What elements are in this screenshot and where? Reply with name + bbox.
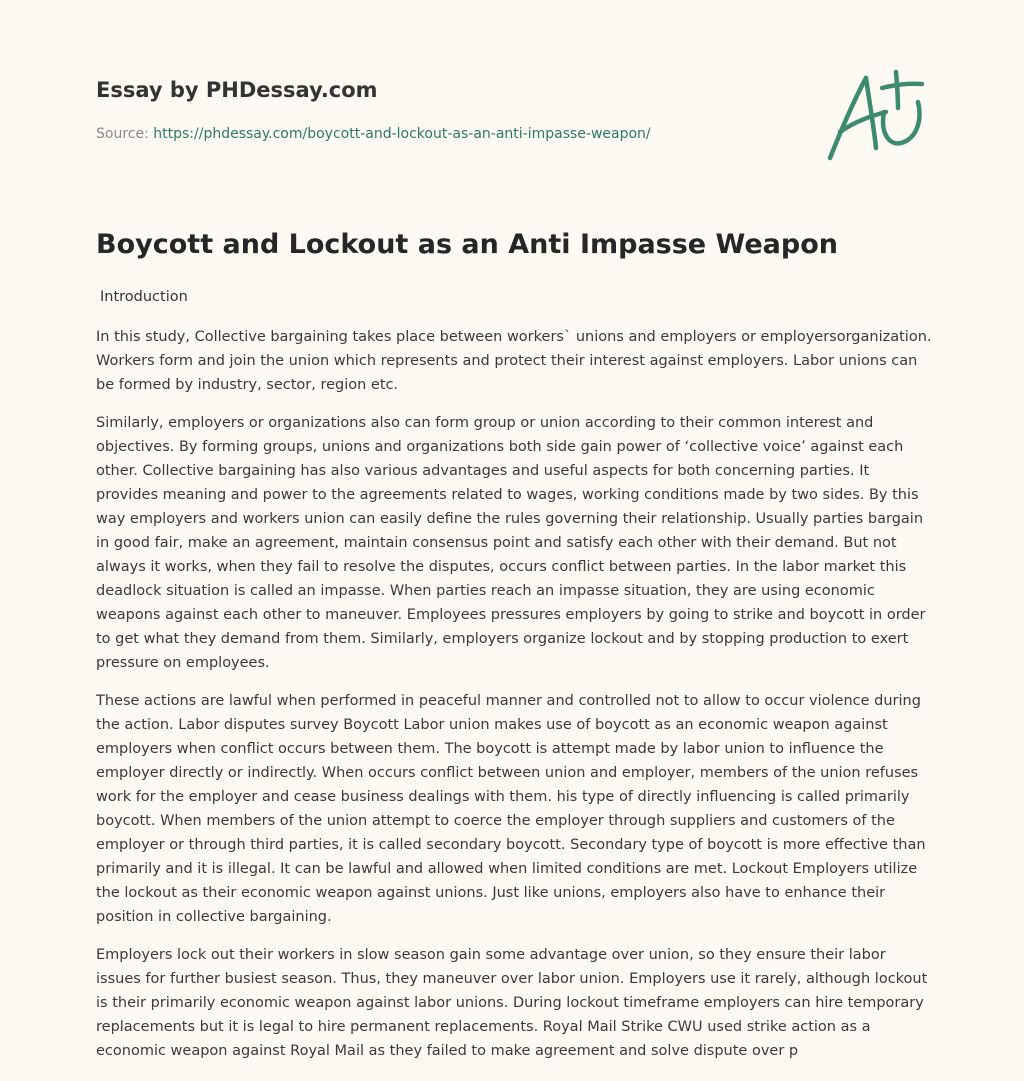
section-heading: Introduction <box>100 289 188 305</box>
paragraph-3: These actions are lawful when performed in peaceful manner and controlled not to allow to occur violence during the action. Labor disputes survey Boycott Labor union makes use of boycott as an economic weapon against employers when conflict occurs between them. The boycott is attempt made by labor union to influence the employer directly or indirectly. When occurs conflict between union and employer, members of the union refuses work for the employer and cease business dealings with them. his type of directly influencing is called primarily boycott. When members of the union attempt to coerce the employer through suppliers and customers of the employer or through third parties, it is called secondary boycott. Secondary type of boycott is more effective than primarily and it is illegal. It can be lawful and allowed when limited conditions are met. Lockout Employers utilize the lockout as their economic weapon against unions. Just like unions, employers also have to enhance their position in collective bargaining. <box>96 693 926 925</box>
page-header <box>96 76 796 144</box>
paragraph-1: In this study, Collective bargaining takes place between workers` unions and employers or employersorganization. Workers form and join the union which represents and protect their interest against employers. Labor unions can be formed by industry, sector, region etc. <box>96 329 932 393</box>
site-brand: Essay by PHDessay.com <box>96 78 378 102</box>
paragraph-4: Employers lock out their workers in slow season gain some advantage over union, so they ensure their labor issues for further busiest season. Thus, they maneuver over labor union. Employers use it rarely, although lockout is their primarily economic weapon against labor unions. During lockout timeframe employers can hire temporary replacements but it is legal to hire permanent replacements. Royal Mail Strike CWU used strike action as a economic weapon against Royal Mail as they failed to make agreement and solve dispute over p <box>96 947 928 1059</box>
essay-content <box>96 226 932 1063</box>
essay-title: Boycott and Lockout as an Anti Impasse Weapon <box>96 229 838 260</box>
paragraph-2: Similarly, employers or organizations also can form group or union according to their common interest and objectives. By forming groups, unions and organizations both side gain power of ‘collective voice’ against each other. Collective bargaining has also various advantages and useful aspects for both concerning parties. It provides meaning and power to the agreements related to wages, working conditions made by two sides. By this way employers and workers union can easily define the rules governing their relationship. Usually parties bargain in good fair, make an agreement, maintain consensus point and satisfy each other with their demand. But not always it works, when they fail to resolve the disputes, occurs conflict between parties. In the labor market this deadlock situation is called an impasse. When parties reach an impasse situation, they are using economic weapons against each other to maneuver. Employees pressures employers by going to strike and boycott in order to get what they demand from them. Similarly, employers organize lockout and by stopping production to exert pressure on employees. <box>96 415 926 671</box>
source-label: Source: <box>96 126 154 142</box>
source-link[interactable]: https://phdessay.com/boycott-and-lockout-as-an-anti-impasse-weapon/ <box>153 126 651 142</box>
a-plus-logo-icon <box>820 66 930 166</box>
source-line <box>96 124 796 144</box>
